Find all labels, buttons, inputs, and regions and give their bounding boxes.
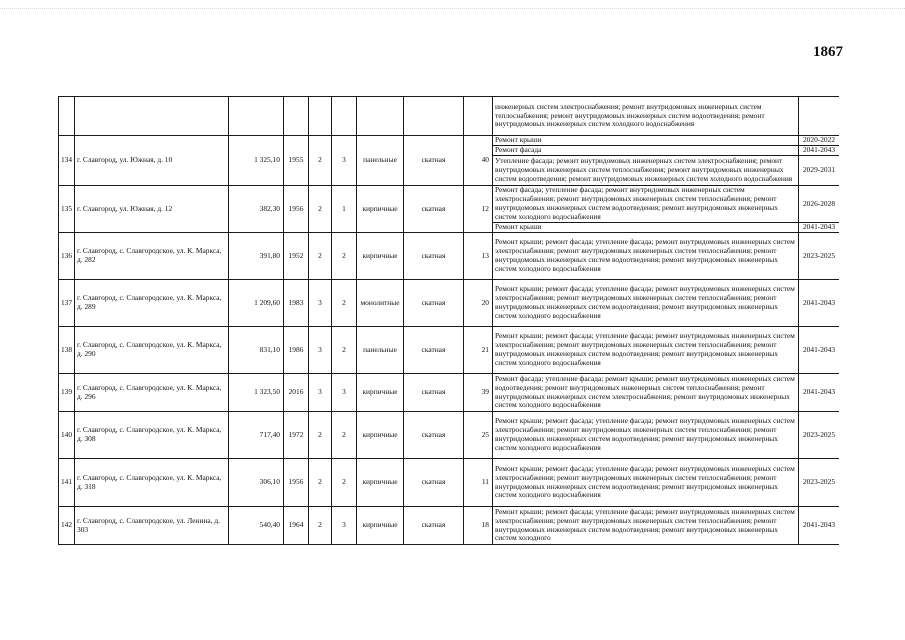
floors-cell: 3 [309, 374, 332, 412]
roof-type-cell [404, 97, 464, 136]
area-cell: 831,10 [229, 327, 284, 374]
floors-cell: 2 [309, 136, 332, 186]
address-cell: г. Славгород, с. Славгородское, ул. Ленина, д. 303 [75, 507, 229, 545]
period-cell: 2041-2043 [799, 507, 840, 545]
row-number: 137 [59, 280, 75, 327]
table-row [59, 327, 840, 374]
apartments-cell: 12 [464, 186, 493, 233]
work-type-cell: Ремонт фасада; утепление фасада; ремонт внутридомовых инженерных систем электроснабжения; ремонт внутридомовых инженерных систем теплоснабжения; ремонт внутридомовых инженерных систем водоотведения; ремонт внутридомовых инженерных систем холодного водоснабжения [493, 186, 799, 223]
row-number: 138 [59, 327, 75, 374]
period-cell: 2041-2043 [799, 374, 840, 412]
row-number [59, 97, 75, 136]
roof-type-cell: скатная [404, 507, 464, 545]
table-row [59, 374, 840, 412]
wall-material-cell: кирпичные [357, 374, 404, 412]
apartments-cell: 20 [464, 280, 493, 327]
floors-cell: 2 [309, 507, 332, 545]
scan-artifact-line [0, 0, 905, 9]
row-number: 136 [59, 233, 75, 280]
area-cell: 306,10 [229, 459, 284, 507]
work-type-cell: Ремонт крыши; ремонт фасада; утепление фасада; ремонт внутридомовых инженерных систем электроснабжения; ремонт внутридомовых инженерных систем теплоснабжения; ремонт внутридомовых инженерных систем водоотведения; ремонт внутридомовых инженерных систем холодного водоснабжения [493, 233, 799, 280]
floors-cell: 3 [309, 280, 332, 327]
table-container [58, 96, 839, 568]
roof-type-cell: скатная [404, 233, 464, 280]
year-cell [284, 97, 309, 136]
period-cell [799, 97, 840, 136]
work-type-cell: Ремонт крыши; ремонт фасада; утепление фасада; ремонт внутридомовых инженерных систем электроснабжения; ремонт внутридомовых инженерных систем теплоснабжения; ремонт внутридомовых инженерных систем водоотведения; ремонт внутридомовых инженерных систем холодного водоснабжения [493, 459, 799, 507]
entrances-cell: 2 [332, 459, 357, 507]
table-body [59, 97, 840, 545]
floors-cell: 2 [309, 459, 332, 507]
year-cell: 1955 [284, 136, 309, 186]
period-cell: 2029-2031 [799, 156, 840, 186]
apartments-cell: 39 [464, 374, 493, 412]
area-cell: 391,80 [229, 233, 284, 280]
page-number: 1867 [813, 44, 843, 60]
work-type-cell: Ремонт фасада; утепление фасада; ремонт крыши; ремонт внутридомовых инженерных систем водоотведения; ремонт внутридомовых инженерных систем теплоснабжения; ремонт внутридомовых инженерных систем электроснабжения; ремонт внутридомовых инженерных систем холодного водоснабжения [493, 374, 799, 412]
area-cell: 382,30 [229, 186, 284, 233]
entrances-cell: 3 [332, 374, 357, 412]
year-cell: 1972 [284, 412, 309, 459]
floors-cell [309, 97, 332, 136]
apartments-cell: 18 [464, 507, 493, 545]
area-cell [229, 97, 284, 136]
row-number: 135 [59, 186, 75, 233]
area-cell: 540,40 [229, 507, 284, 545]
table-row [59, 136, 840, 146]
address-cell: г. Славгород, с. Славгородское, ул. К. Маркса, д. 318 [75, 459, 229, 507]
year-cell: 1956 [284, 186, 309, 233]
table-row [59, 280, 840, 327]
apartments-cell [464, 97, 493, 136]
roof-type-cell: скатная [404, 327, 464, 374]
entrances-cell: 3 [332, 507, 357, 545]
address-cell: г. Славгород, с. Славгородское, ул. К. Маркса, д. 296 [75, 374, 229, 412]
entrances-cell: 2 [332, 412, 357, 459]
roof-type-cell: скатная [404, 459, 464, 507]
row-number: 139 [59, 374, 75, 412]
apartments-cell: 25 [464, 412, 493, 459]
period-cell: 2023-2025 [799, 459, 840, 507]
wall-material-cell [357, 97, 404, 136]
roof-type-cell: скатная [404, 374, 464, 412]
wall-material-cell: кирпичные [357, 233, 404, 280]
work-type-cell: Ремонт крыши; ремонт фасада; утепление фасада; ремонт внутридомовых инженерных систем электроснабжения; ремонт внутридомовых инженерных систем теплоснабжения; ремонт внутридомовых инженерных систем водоотведения; ремонт внутридомовых инженерных систем холодного водоснабжения [493, 327, 799, 374]
table-row [59, 97, 840, 136]
wall-material-cell: панельные [357, 327, 404, 374]
entrances-cell: 2 [332, 327, 357, 374]
roof-type-cell: скатная [404, 136, 464, 186]
area-cell: 1 209,60 [229, 280, 284, 327]
floors-cell: 2 [309, 233, 332, 280]
entrances-cell [332, 97, 357, 136]
work-type-cell: Ремонт фасада [493, 146, 799, 156]
period-cell: 2041-2043 [799, 280, 840, 327]
floors-cell: 2 [309, 186, 332, 233]
address-cell: г. Славгород, с. Славгородское, ул. К. Маркса, д. 289 [75, 280, 229, 327]
area-cell: 1 325,10 [229, 136, 284, 186]
year-cell: 1986 [284, 327, 309, 374]
wall-material-cell: монолитные [357, 280, 404, 327]
address-cell: г. Славгород, с. Славгородское, ул. К. Маркса, д. 290 [75, 327, 229, 374]
period-cell: 2023-2025 [799, 412, 840, 459]
work-type-cell: Ремонт крыши [493, 223, 799, 233]
address-cell: г. Славгород, с. Славгородское, ул. К. Маркса, д. 308 [75, 412, 229, 459]
year-cell: 1983 [284, 280, 309, 327]
repair-schedule-table [58, 96, 839, 545]
year-cell: 1964 [284, 507, 309, 545]
period-cell: 2023-2025 [799, 233, 840, 280]
year-cell: 1952 [284, 233, 309, 280]
work-type-cell: Ремонт крыши; ремонт фасада; утепление фасада; ремонт внутридомовых инженерных систем электроснабжения; ремонт внутридомовых инженерных систем теплоснабжения; ремонт внутридомовых инженерных систем водоотведения; ремонт внутридомовых инженерных систем холодного [493, 507, 799, 545]
year-cell: 1956 [284, 459, 309, 507]
row-number: 141 [59, 459, 75, 507]
work-type-cell: инженерных систем электроснабжения; ремонт внутридомовых инженерных систем теплоснабжения; ремонт внутридомовых инженерных систем водоотведения; ремонт внутридомовых инженерных систем холодного водоснабжения [493, 97, 799, 136]
apartments-cell: 13 [464, 233, 493, 280]
wall-material-cell: кирпичные [357, 412, 404, 459]
area-cell: 717,40 [229, 412, 284, 459]
area-cell: 1 323,50 [229, 374, 284, 412]
period-cell: 2026-2028 [799, 186, 840, 223]
work-type-cell: Ремонт крыши; ремонт фасада; утепление фасада; ремонт внутридомовых инженерных систем электроснабжения; ремонт внутридомовых инженерных систем теплоснабжения; ремонт внутридомовых инженерных систем водоотведения; ремонт внутридомовых инженерных систем холодного водоснабжения [493, 412, 799, 459]
wall-material-cell: панельные [357, 136, 404, 186]
roof-type-cell: скатная [404, 280, 464, 327]
roof-type-cell: скатная [404, 412, 464, 459]
work-type-cell: Утепление фасада; ремонт внутридомовых инженерных систем электроснабжения; ремонт внутридомовых инженерных систем теплоснабжения; ремонт внутридомовых инженерных систем водоотведения; ремонт внутридомовых инженерных систем холодного водоснабжения [493, 156, 799, 186]
apartments-cell: 21 [464, 327, 493, 374]
apartments-cell: 11 [464, 459, 493, 507]
period-cell: 2041-2043 [799, 223, 840, 233]
apartments-cell: 40 [464, 136, 493, 186]
roof-type-cell: скатная [404, 186, 464, 233]
wall-material-cell: кирпичные [357, 459, 404, 507]
row-number: 140 [59, 412, 75, 459]
row-number: 134 [59, 136, 75, 186]
work-type-cell: Ремонт крыши; ремонт фасада; утепление фасада; ремонт внутридомовых инженерных систем электроснабжения; ремонт внутридомовых инженерных систем теплоснабжения; ремонт внутридомовых инженерных систем водоотведения; ремонт внутридомовых инженерных систем холодного водоснабжения [493, 280, 799, 327]
period-cell: 2041-2043 [799, 146, 840, 156]
period-cell: 2041-2043 [799, 327, 840, 374]
entrances-cell: 2 [332, 280, 357, 327]
wall-material-cell: кирпичные [357, 186, 404, 233]
table-row [59, 507, 840, 545]
work-type-cell: Ремонт крыши [493, 136, 799, 146]
period-cell: 2020-2022 [799, 136, 840, 146]
table-row [59, 412, 840, 459]
year-cell: 2016 [284, 374, 309, 412]
wall-material-cell: кирпичные [357, 507, 404, 545]
entrances-cell: 3 [332, 136, 357, 186]
table-row [59, 459, 840, 507]
entrances-cell: 2 [332, 233, 357, 280]
floors-cell: 2 [309, 412, 332, 459]
entrances-cell: 1 [332, 186, 357, 233]
row-number: 142 [59, 507, 75, 545]
address-cell: г. Славгород, с. Славгородское, ул. К. Маркса, д. 282 [75, 233, 229, 280]
floors-cell: 3 [309, 327, 332, 374]
address-cell: г. Славгород, ул. Южная, д. 10 [75, 136, 229, 186]
address-cell: г. Славгород, ул. Южная, д. 12 [75, 186, 229, 233]
table-row [59, 233, 840, 280]
address-cell [75, 97, 229, 136]
table-row [59, 186, 840, 223]
